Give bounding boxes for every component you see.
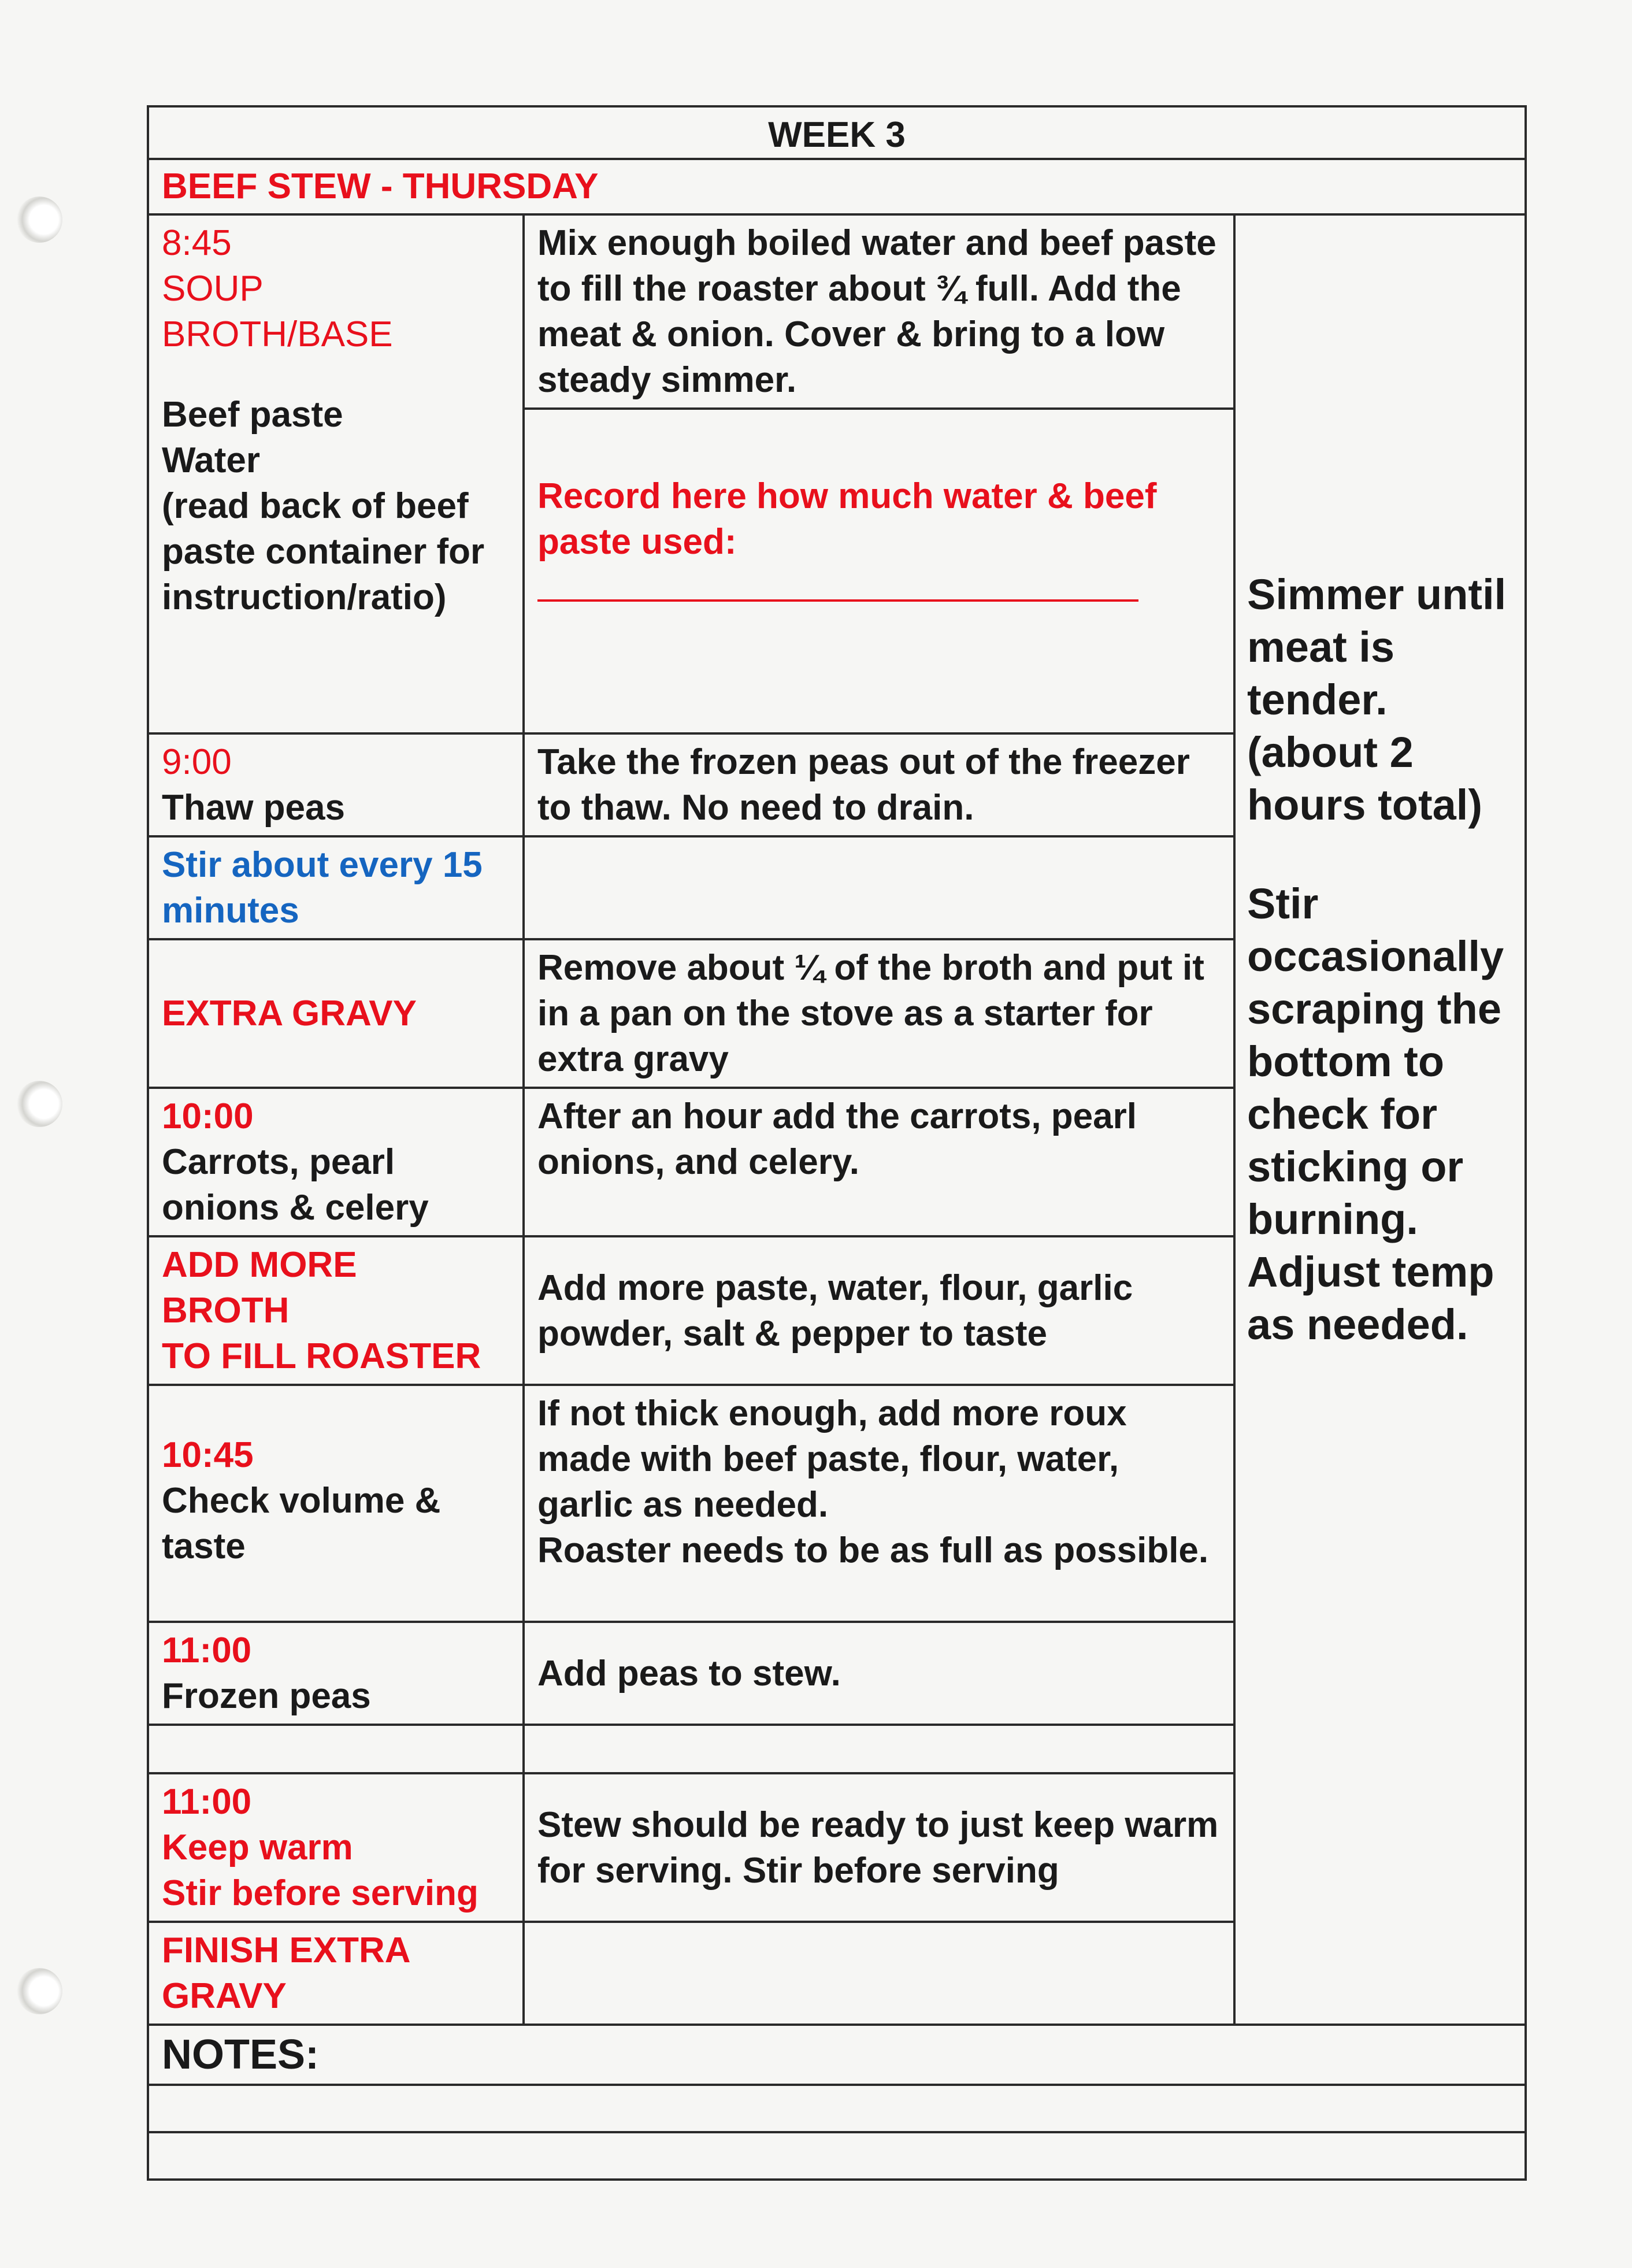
- peas-time: 11:00: [162, 1630, 252, 1670]
- broth-ingredient: Water: [162, 440, 260, 480]
- check-time: 10:45: [162, 1435, 254, 1475]
- check-instruction-line2: Roaster needs to be as full as possible.: [537, 1530, 1209, 1570]
- broth-row: [148, 214, 1526, 409]
- more-broth-label-line1: ADD MORE: [162, 1245, 357, 1285]
- check-instruction-line1: If not thick enough, add more roux made with beef paste, flour, water, garlic as needed.: [537, 1394, 1127, 1525]
- side-note-cell: [1234, 214, 1526, 2025]
- vegetables-step-cell: [148, 1088, 524, 1236]
- week-heading: WEEK 3: [148, 106, 1526, 159]
- notes-line[interactable]: [148, 2132, 1526, 2180]
- record-cell: [524, 409, 1234, 733]
- title-row: [148, 159, 1526, 214]
- vegetables-label: Carrots, pearl onions & celery: [162, 1142, 429, 1228]
- finish-instruction: [524, 1922, 1234, 2025]
- blank-cell: [148, 1725, 524, 1773]
- check-step-cell: [148, 1385, 524, 1622]
- binder-hole-middle: [16, 1081, 62, 1127]
- record-prompt: Record here how much water & beef paste used:: [537, 476, 1157, 562]
- more-broth-instruction: Add more paste, water, flour, garlic powder, salt & pepper to taste: [524, 1236, 1234, 1385]
- record-write-line[interactable]: [537, 565, 1138, 602]
- week-row: [148, 106, 1526, 159]
- broth-instruction: Mix enough boiled water and beef paste to fill the roaster about ¾ full. Add the meat & onion. Cover & bring to a low steady simmer.: [524, 214, 1234, 409]
- more-broth-step-cell: [148, 1236, 524, 1385]
- notes-line-row: [148, 2085, 1526, 2132]
- peas-instruction: Add peas to stew.: [524, 1622, 1234, 1725]
- binder-hole-top: [16, 197, 62, 243]
- stir-instruction: [524, 836, 1234, 939]
- more-broth-label-line3: TO FILL ROASTER: [162, 1336, 481, 1376]
- broth-title-line2: BROTH/BASE: [162, 314, 393, 354]
- recipe-title: BEEF STEW - THURSDAY: [148, 159, 1526, 214]
- binder-hole-bottom: [16, 1968, 62, 2014]
- vegetables-instruction: After an hour add the carrots, pearl onions, and celery.: [524, 1088, 1234, 1236]
- broth-title-line1: SOUP: [162, 269, 264, 309]
- thaw-instruction: Take the frozen peas out of the freezer to thaw. No need to drain.: [524, 733, 1234, 836]
- notes-label: NOTES:: [148, 2025, 1526, 2085]
- notes-line-row: [148, 2132, 1526, 2180]
- thaw-time: 9:00: [162, 742, 232, 782]
- recipe-schedule-table: [147, 105, 1527, 2181]
- check-label: Check volume & taste: [162, 1481, 441, 1566]
- check-instruction-cell: [524, 1385, 1234, 1622]
- keep-warm-instruction: Stew should be ready to just keep warm for serving. Stir before serving: [524, 1773, 1234, 1922]
- keep-warm-time: 11:00: [162, 1782, 252, 1822]
- extra-gravy-label: EXTRA GRAVY: [148, 939, 524, 1088]
- keep-warm-step-cell: [148, 1773, 524, 1922]
- stir-label: Stir about every 15 minutes: [148, 836, 524, 939]
- notes-row: [148, 2025, 1526, 2085]
- broth-ingredient-note: (read back of beef paste container for instruction/ratio): [162, 486, 485, 617]
- peas-step-cell: [148, 1622, 524, 1725]
- more-broth-label-line2: BROTH: [162, 1291, 290, 1331]
- extra-gravy-instruction: Remove about ¼ of the broth and put it in a pan on the stove as a starter for extra gravy: [524, 939, 1234, 1088]
- broth-time: 8:45: [162, 223, 232, 263]
- broth-ingredient: Beef paste: [162, 395, 343, 435]
- stir-note: Stir occasionally scraping the bottom to check for sticking or burning. Adjust temp as needed.: [1247, 880, 1504, 1348]
- broth-step-cell: [148, 214, 524, 733]
- thaw-step-cell: [148, 733, 524, 836]
- notes-line[interactable]: [148, 2085, 1526, 2132]
- vegetables-time: 10:00: [162, 1096, 254, 1136]
- peas-label: Frozen peas: [162, 1676, 371, 1716]
- blank-cell: [524, 1725, 1234, 1773]
- simmer-note: Simmer until meat is tender. (about 2 hours total): [1247, 570, 1507, 829]
- keep-warm-label-line1: Keep warm: [162, 1828, 353, 1867]
- finish-label: FINISH EXTRA GRAVY: [148, 1922, 524, 2025]
- thaw-label: Thaw peas: [162, 788, 345, 828]
- keep-warm-label-line2: Stir before serving: [162, 1873, 479, 1913]
